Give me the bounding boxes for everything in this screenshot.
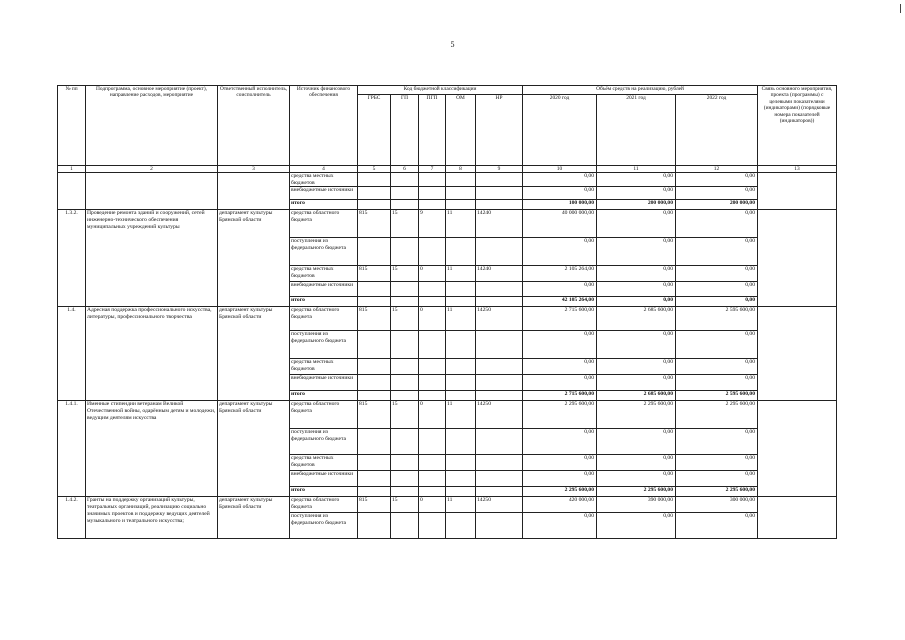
table-row	[58, 497, 837, 513]
col-number: 7	[419, 166, 446, 173]
code-cell: 14240	[476, 266, 523, 282]
scan-corner-mark	[900, 4, 901, 13]
value-cell: 0,00	[523, 238, 597, 266]
value-cell: 2 295 600,00	[523, 487, 597, 497]
page-number: 5	[450, 40, 455, 49]
value-cell: 0,00	[597, 210, 676, 238]
col-number: 2	[86, 166, 218, 173]
value-cell: 0,00	[597, 455, 676, 471]
code-cell: 0	[419, 266, 446, 282]
header-nr: НР	[476, 95, 523, 166]
value-cell: 0,00	[597, 282, 676, 297]
value-cell: 0,00	[676, 513, 758, 539]
item-executor: департамент культуры Брянской области	[218, 401, 290, 497]
source-cell: итого	[290, 200, 358, 210]
code-cell: 14250	[476, 401, 523, 429]
source-cell: итого	[290, 487, 358, 497]
value-cell: 0,00	[523, 187, 597, 200]
value-cell: 0,00	[597, 187, 676, 200]
value-cell: 2 295 600,00	[597, 401, 676, 429]
source-cell: внебюджетные источники	[290, 375, 358, 391]
header-2020: 2020 год	[523, 95, 597, 166]
value-cell: 0,00	[676, 282, 758, 297]
value-cell: 0,00	[523, 513, 597, 539]
value-cell: 0,00	[523, 455, 597, 471]
source-cell: средства областного бюджета	[290, 307, 358, 331]
item-executor: департамент культуры Брянской области	[218, 210, 290, 307]
value-cell: 420 000,00	[523, 497, 597, 513]
value-cell: 2 595 600,00	[676, 307, 758, 331]
code-cell: 9	[419, 210, 446, 238]
code-cell: 11	[446, 210, 476, 238]
header-volume: Объём средств на реализацию, рублей	[523, 86, 758, 95]
value-cell: 300 000,00	[676, 497, 758, 513]
code-cell: 11	[446, 497, 476, 513]
value-cell: 0,00	[597, 375, 676, 391]
code-cell: 815	[358, 210, 391, 238]
source-cell: средства областного бюджета	[290, 497, 358, 513]
value-cell: 2 105 264,00	[523, 266, 597, 282]
source-cell: итого	[290, 297, 358, 307]
code-cell: 815	[358, 266, 391, 282]
source-cell: поступления из федерального бюджета	[290, 331, 358, 359]
col-number: 10	[523, 166, 597, 173]
value-cell: 0,00	[676, 331, 758, 359]
value-cell: 0,00	[676, 238, 758, 266]
item-number: 1.3.2.	[58, 210, 86, 307]
value-cell: 390 000,00	[597, 497, 676, 513]
code-cell: 815	[358, 401, 391, 429]
table-row	[58, 307, 837, 331]
item-executor: департамент культуры Брянской области	[218, 497, 290, 539]
code-cell: 15	[391, 497, 419, 513]
item-executor: департамент культуры Брянской области	[218, 307, 290, 401]
header-source: Источник финансового обеспечения	[290, 86, 358, 166]
code-cell: 14240	[476, 210, 523, 238]
table-row	[58, 210, 837, 238]
code-cell: 15	[391, 210, 419, 238]
value-cell: 0,00	[676, 266, 758, 282]
source-cell: поступления из федерального бюджета	[290, 238, 358, 266]
code-cell: 815	[358, 497, 391, 513]
value-cell: 0,00	[523, 173, 597, 187]
col-number: 12	[676, 166, 758, 173]
code-cell: 15	[391, 307, 419, 331]
header-2022: 2022 год	[676, 95, 758, 166]
header-link: Связь основного мероприятия, проекта (программы) с целевыми показателями (индикаторами) (порядковые номера показателей (индикаторов))	[758, 86, 837, 166]
source-cell: средства местных бюджетов	[290, 173, 358, 187]
code-cell: 11	[446, 307, 476, 331]
source-cell: внебюджетные источники	[290, 187, 358, 200]
item-number: 1.4.2.	[58, 497, 86, 539]
code-cell: 15	[391, 266, 419, 282]
value-cell: 0,00	[597, 297, 676, 307]
code-cell: 11	[446, 266, 476, 282]
col-number: 11	[597, 166, 676, 173]
value-cell: 0,00	[676, 429, 758, 455]
col-number: 1	[58, 166, 86, 173]
value-cell: 2 295 600,00	[676, 487, 758, 497]
col-number: 5	[358, 166, 391, 173]
value-cell: 0,00	[597, 429, 676, 455]
value-cell: 0,00	[676, 297, 758, 307]
value-cell: 0,00	[676, 471, 758, 487]
value-cell: 0,00	[676, 359, 758, 375]
value-cell: 0,00	[523, 282, 597, 297]
col-number: 6	[391, 166, 419, 173]
source-cell: итого	[290, 391, 358, 401]
header-om: ОМ	[446, 95, 476, 166]
item-number: 1.4.	[58, 307, 86, 401]
header-2021: 2021 год	[597, 95, 676, 166]
code-cell: 14250	[476, 497, 523, 513]
value-cell: 0,00	[597, 331, 676, 359]
col-number: 3	[218, 166, 290, 173]
value-cell: 2 295 600,00	[523, 401, 597, 429]
col-number: 9	[476, 166, 523, 173]
source-cell: средства областного бюджета	[290, 210, 358, 238]
source-cell: средства местных бюджетов	[290, 455, 358, 471]
col-number: 13	[758, 166, 837, 173]
source-cell: внебюджетные источники	[290, 471, 358, 487]
header-gp: ГП	[391, 95, 419, 166]
source-cell: средства областного бюджета	[290, 401, 358, 429]
source-cell: поступления из федерального бюджета	[290, 429, 358, 455]
table-row	[58, 401, 837, 429]
value-cell: 0,00	[597, 238, 676, 266]
value-cell: 0,00	[597, 359, 676, 375]
header-kbk: Код бюджетной классификации	[358, 86, 523, 95]
code-cell: 0	[419, 401, 446, 429]
value-cell: 2 295 600,00	[676, 401, 758, 429]
code-cell: 0	[419, 307, 446, 331]
item-number: 1.4.1.	[58, 401, 86, 497]
header-grbs: ГРБС	[358, 95, 391, 166]
code-cell: 815	[358, 307, 391, 331]
value-cell: 2 685 600,00	[597, 307, 676, 331]
value-cell: 2 685 600,00	[597, 391, 676, 401]
value-cell: 0,00	[523, 429, 597, 455]
item-name: Адресная поддержка профессионального искусства, литературы, профессионального творчества	[86, 307, 218, 401]
value-cell: 40 000 000,00	[523, 210, 597, 238]
col-number: 4	[290, 166, 358, 173]
header-pgp: ПГП	[419, 95, 446, 166]
header-program: Подпрограмма, основное мероприятие (проект), направление расходов, мероприятие	[86, 86, 218, 166]
source-cell: средства местных бюджетов	[290, 266, 358, 282]
source-cell: поступления из федерального бюджета	[290, 513, 358, 539]
value-cell: 0,00	[676, 375, 758, 391]
item-name: Именные стипендии ветеранам Великой Отечественной войны, одарённым детям и молодежи, ведущим деятелям искусства	[86, 401, 218, 497]
code-cell: 14250	[476, 307, 523, 331]
value-cell: 2 295 600,00	[597, 487, 676, 497]
header-number: № пп	[58, 86, 86, 166]
source-cell: средства местных бюджетов	[290, 359, 358, 375]
value-cell: 2 715 600,00	[523, 307, 597, 331]
value-cell: 42 105 264,00	[523, 297, 597, 307]
value-cell: 2 715 600,00	[523, 391, 597, 401]
value-cell: 0,00	[597, 173, 676, 187]
value-cell: 0,00	[676, 187, 758, 200]
value-cell: 0,00	[597, 266, 676, 282]
value-cell: 200 000,00	[597, 200, 676, 210]
budget-table	[57, 85, 837, 539]
value-cell: 0,00	[523, 331, 597, 359]
item-name: Гранты на поддержку организаций культуры, театральных организаций, реализацию социально значимых проектов и поддержку ведущих деятелей музыкального и театрального искусства;	[86, 497, 218, 539]
item-name: Проведение ремонта зданий и сооружений, сетей инженерно-технического обеспечения муниципальных учреждений культуры	[86, 210, 218, 307]
source-cell: внебюджетные источники	[290, 282, 358, 297]
code-cell: 0	[419, 497, 446, 513]
header-executor: Ответственный исполнитель, соисполнитель	[218, 86, 290, 166]
value-cell: 0,00	[676, 455, 758, 471]
value-cell: 200 000,00	[676, 200, 758, 210]
value-cell: 0,00	[597, 471, 676, 487]
code-cell: 15	[391, 401, 419, 429]
value-cell: 2 595 600,00	[676, 391, 758, 401]
value-cell: 0,00	[523, 359, 597, 375]
code-cell: 11	[446, 401, 476, 429]
table-row	[58, 173, 837, 187]
col-number: 8	[446, 166, 476, 173]
value-cell: 0,00	[523, 471, 597, 487]
value-cell: 100 000,00	[523, 200, 597, 210]
value-cell: 0,00	[523, 375, 597, 391]
value-cell: 0,00	[676, 210, 758, 238]
value-cell: 0,00	[597, 513, 676, 539]
value-cell: 0,00	[676, 173, 758, 187]
